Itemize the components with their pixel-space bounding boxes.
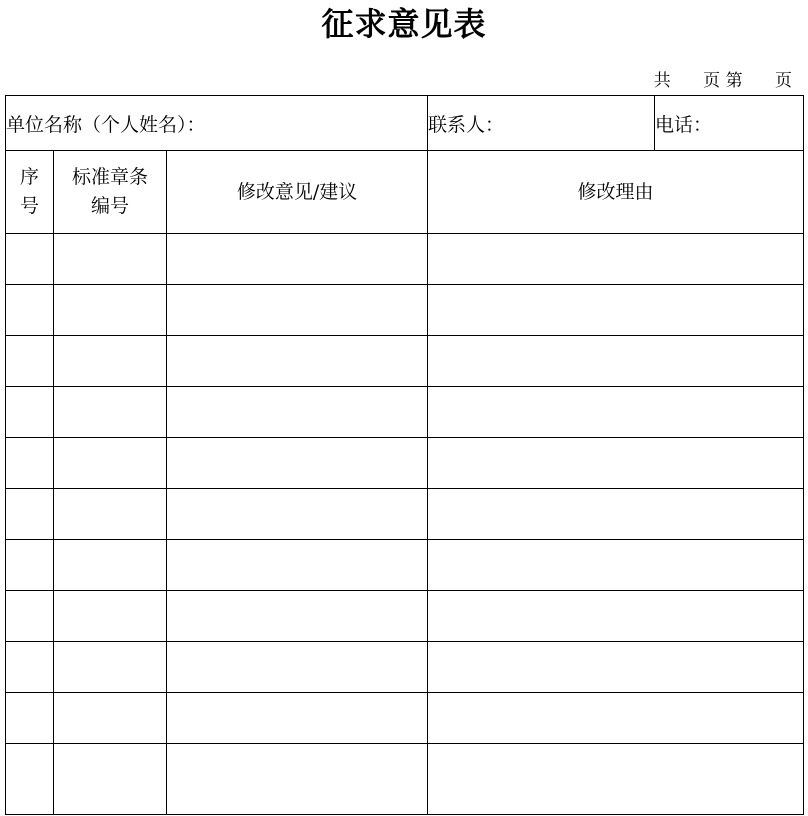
table-row xyxy=(6,438,804,489)
unit-name-field[interactable] xyxy=(6,96,428,151)
cell-suggestion[interactable] xyxy=(167,642,428,693)
cell-clause[interactable] xyxy=(54,387,167,438)
phone-label: 电话： xyxy=(655,113,713,136)
table-row xyxy=(6,336,804,387)
cell-suggestion[interactable] xyxy=(167,540,428,591)
cell-reason[interactable] xyxy=(428,285,804,336)
cell-reason[interactable] xyxy=(428,234,804,285)
cell-clause[interactable] xyxy=(54,336,167,387)
header-reason xyxy=(428,151,804,234)
header-clause-label: 标准章条编号 xyxy=(71,166,148,217)
table-row xyxy=(6,693,804,744)
table-row xyxy=(6,234,804,285)
cell-reason[interactable] xyxy=(428,336,804,387)
cell-seq[interactable] xyxy=(6,591,54,642)
table-row xyxy=(6,642,804,693)
cell-seq[interactable] xyxy=(6,234,54,285)
cell-suggestion[interactable] xyxy=(167,285,428,336)
header-seq-label: 序号 xyxy=(19,166,39,217)
cell-suggestion[interactable] xyxy=(167,744,428,815)
cell-clause[interactable] xyxy=(54,744,167,815)
cell-reason[interactable] xyxy=(428,693,804,744)
cell-reason[interactable] xyxy=(428,438,804,489)
cell-seq[interactable] xyxy=(6,387,54,438)
unit-name-label: 单位名称（个人姓名）： xyxy=(6,113,206,136)
cell-clause[interactable] xyxy=(54,540,167,591)
cell-reason[interactable] xyxy=(428,489,804,540)
cell-seq[interactable] xyxy=(6,540,54,591)
cell-seq[interactable] xyxy=(6,489,54,540)
feedback-table xyxy=(5,95,804,815)
table-row xyxy=(6,489,804,540)
table-row xyxy=(6,387,804,438)
header-seq xyxy=(6,151,54,234)
cell-clause[interactable] xyxy=(54,591,167,642)
table-row xyxy=(6,744,804,815)
cell-suggestion[interactable] xyxy=(167,591,428,642)
cell-seq[interactable] xyxy=(6,285,54,336)
cell-seq[interactable] xyxy=(6,336,54,387)
header-clause xyxy=(54,151,167,234)
contact-label: 联系人： xyxy=(428,113,505,136)
cell-clause[interactable] xyxy=(54,693,167,744)
header-suggestion xyxy=(167,151,428,234)
header-suggestion-label: 修改意见/建议 xyxy=(236,180,358,203)
cell-reason[interactable] xyxy=(428,744,804,815)
cell-reason[interactable] xyxy=(428,387,804,438)
cell-suggestion[interactable] xyxy=(167,387,428,438)
header-reason-label: 修改理由 xyxy=(577,180,654,203)
cell-seq[interactable] xyxy=(6,642,54,693)
table-row xyxy=(6,591,804,642)
cell-reason[interactable] xyxy=(428,642,804,693)
phone-field[interactable] xyxy=(655,96,804,151)
cell-seq[interactable] xyxy=(6,744,54,815)
cell-reason[interactable] xyxy=(428,540,804,591)
cell-suggestion[interactable] xyxy=(167,693,428,744)
table-row xyxy=(6,540,804,591)
header-row xyxy=(6,151,804,234)
cell-reason[interactable] xyxy=(428,591,804,642)
info-row xyxy=(6,96,804,151)
cell-suggestion[interactable] xyxy=(167,438,428,489)
cell-seq[interactable] xyxy=(6,693,54,744)
cell-clause[interactable] xyxy=(54,234,167,285)
page-count: 共 页 第 页 xyxy=(653,71,792,91)
cell-clause[interactable] xyxy=(54,489,167,540)
contact-field[interactable] xyxy=(428,96,655,151)
cell-suggestion[interactable] xyxy=(167,234,428,285)
cell-suggestion[interactable] xyxy=(167,489,428,540)
table-row xyxy=(6,285,804,336)
form-title: 征求意见表 xyxy=(321,5,487,43)
cell-clause[interactable] xyxy=(54,438,167,489)
cell-suggestion[interactable] xyxy=(167,336,428,387)
cell-seq[interactable] xyxy=(6,438,54,489)
cell-clause[interactable] xyxy=(54,285,167,336)
cell-clause[interactable] xyxy=(54,642,167,693)
